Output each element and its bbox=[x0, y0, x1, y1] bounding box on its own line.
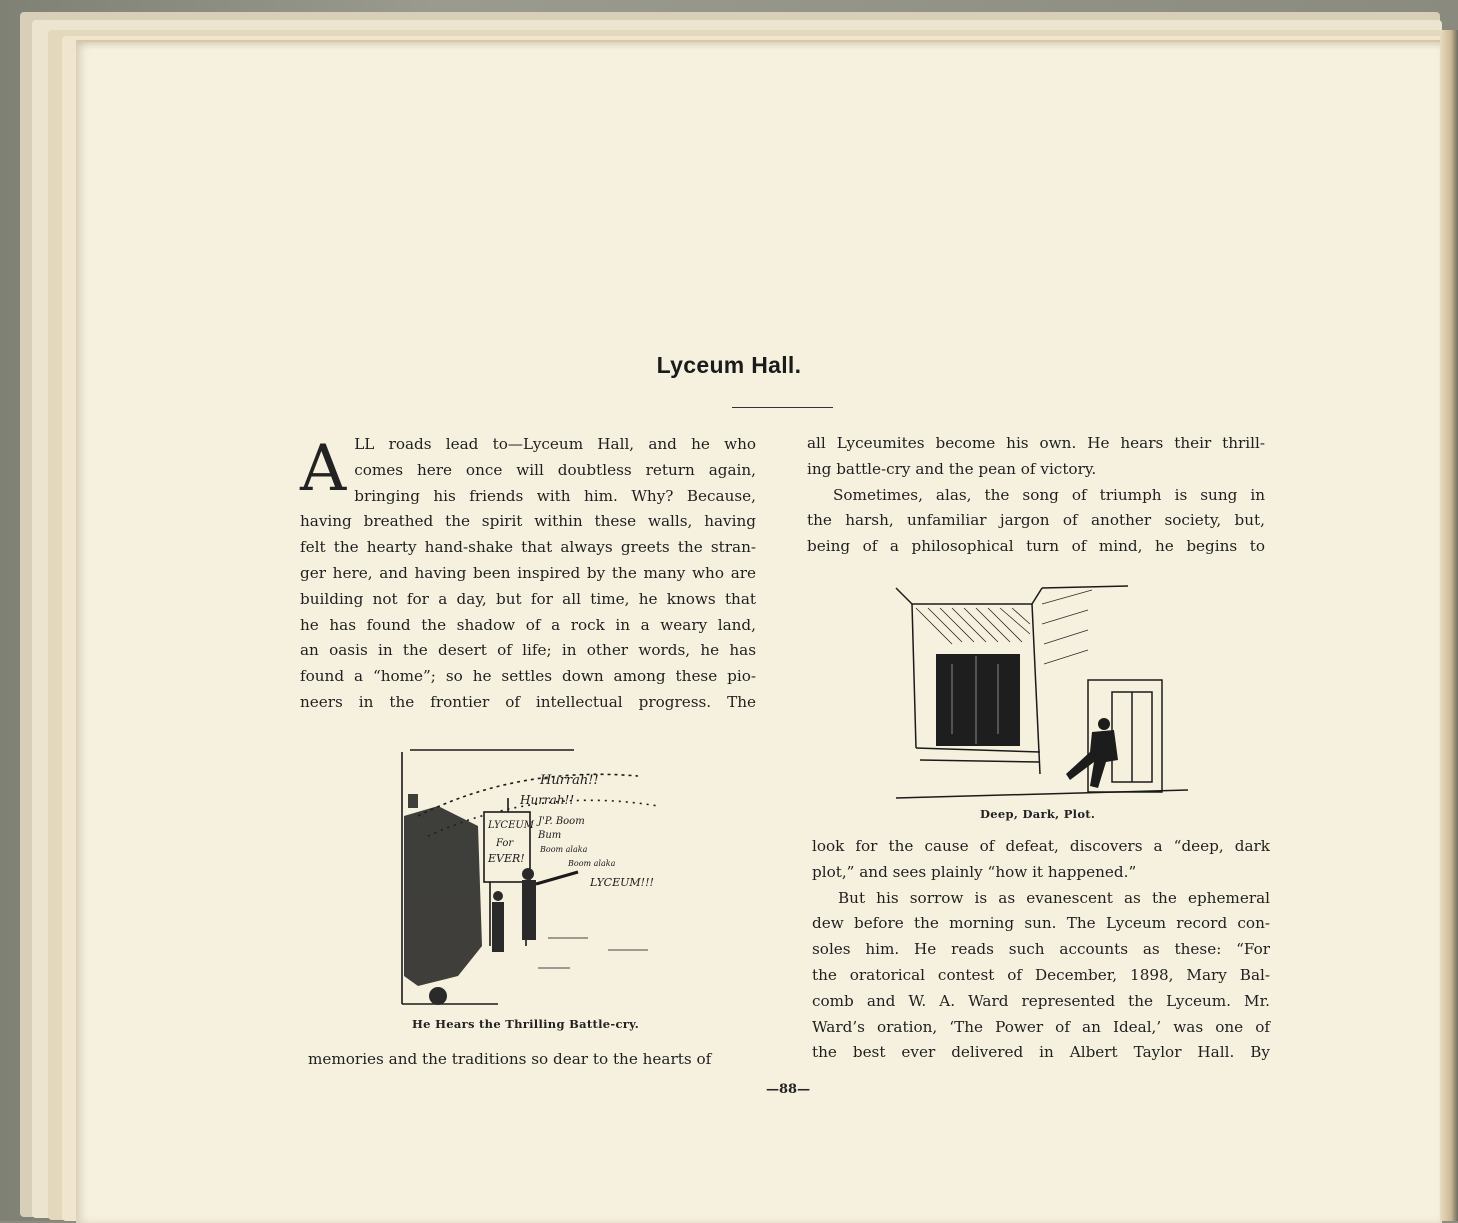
text-line: memories and the traditions so dear to the hearts of bbox=[308, 1050, 712, 1068]
shout-text: Hurrah!! bbox=[520, 793, 575, 807]
right-column-text-top bbox=[807, 431, 1265, 560]
text-line: found a “home”; so he settles down among these pio- bbox=[300, 667, 756, 686]
text-line: ger here, and having been inspired by the many who are bbox=[300, 563, 756, 582]
sign-text: EVER! bbox=[488, 852, 525, 865]
shout-text: Boom alaka bbox=[540, 845, 588, 854]
deep-dark-plot-illustration bbox=[892, 584, 1192, 800]
text-line: neers in the frontier of intellectual progress. The bbox=[300, 692, 756, 711]
text-line: the oratorical contest of December, 1898, Mary Bal- bbox=[812, 965, 1270, 984]
page-number: —88— bbox=[766, 1082, 811, 1097]
text-line: look for the cause of defeat, discovers a “deep, dark bbox=[812, 837, 1270, 855]
text-line: comes here once will doubtless return again, bbox=[354, 460, 756, 479]
text-line: all Lyceumites become his own. He hears their thrill- bbox=[807, 434, 1265, 452]
right-column-text-bottom bbox=[812, 834, 1270, 1066]
text-line: an oasis in the desert of life; in other words, he has bbox=[300, 641, 756, 660]
text-line: building not for a day, but for all time, he knows that bbox=[300, 589, 756, 608]
text-line: ing battle-cry and the pean of victory. bbox=[807, 459, 1097, 478]
illustration-caption: Deep, Dark, Plot. bbox=[980, 807, 1096, 821]
text-line: the best ever delivered in Albert Taylor Hall. By bbox=[812, 1043, 1270, 1062]
shout-text: J'P. Boom bbox=[538, 816, 585, 827]
page-right-edge bbox=[1440, 30, 1458, 1221]
shout-text: Boom alaka bbox=[568, 859, 616, 868]
text-line: bringing his friends with him. Why? Because, bbox=[354, 486, 756, 505]
illustration-caption: He Hears the Thrilling Battle-cry. bbox=[412, 1017, 640, 1031]
text-line: But his sorrow is as evanescent as the ephemeral bbox=[838, 888, 1270, 907]
page-title: Lyceum Hall. bbox=[656, 352, 802, 378]
text-line: LL roads lead to—Lyceum Hall, and he who bbox=[354, 435, 756, 453]
text-line: he has found the shadow of a rock in a weary land, bbox=[300, 615, 756, 634]
text-line: having breathed the spirit within these walls, having bbox=[300, 512, 756, 531]
shout-text: Hurrah!! bbox=[540, 773, 599, 788]
text-line: the harsh, unfamiliar jargon of another society, but, bbox=[807, 511, 1265, 530]
text-line: Sometimes, alas, the song of triumph is sung in bbox=[833, 485, 1265, 504]
title-rule bbox=[732, 407, 833, 408]
text-line: comb and W. A. Ward represented the Lyceum. Mr. bbox=[812, 991, 1270, 1010]
battle-cry-illustration bbox=[398, 746, 688, 1008]
drop-cap: A bbox=[300, 432, 347, 506]
sign-text: LYCEUM bbox=[488, 820, 535, 831]
text-line: plot,” and sees plainly “how it happened.” bbox=[812, 862, 1137, 881]
shout-text: Bum bbox=[538, 830, 562, 841]
text-line: felt the hearty hand-shake that always greets the stran- bbox=[300, 538, 756, 557]
shout-text: LYCEUM!!! bbox=[590, 876, 654, 889]
sign-text: For bbox=[496, 838, 514, 849]
left-column-text bbox=[300, 432, 756, 716]
text-line: soles him. He reads such accounts as these: “For bbox=[812, 940, 1270, 959]
text-line: being of a philosophical turn of mind, he begins to bbox=[807, 537, 1265, 556]
left-column-continuation bbox=[308, 1047, 764, 1073]
text-line: Ward’s oration, ‘The Power of an Ideal,’ was one of bbox=[812, 1017, 1270, 1036]
text-line: dew before the morning sun. The Lyceum record con- bbox=[812, 914, 1270, 933]
